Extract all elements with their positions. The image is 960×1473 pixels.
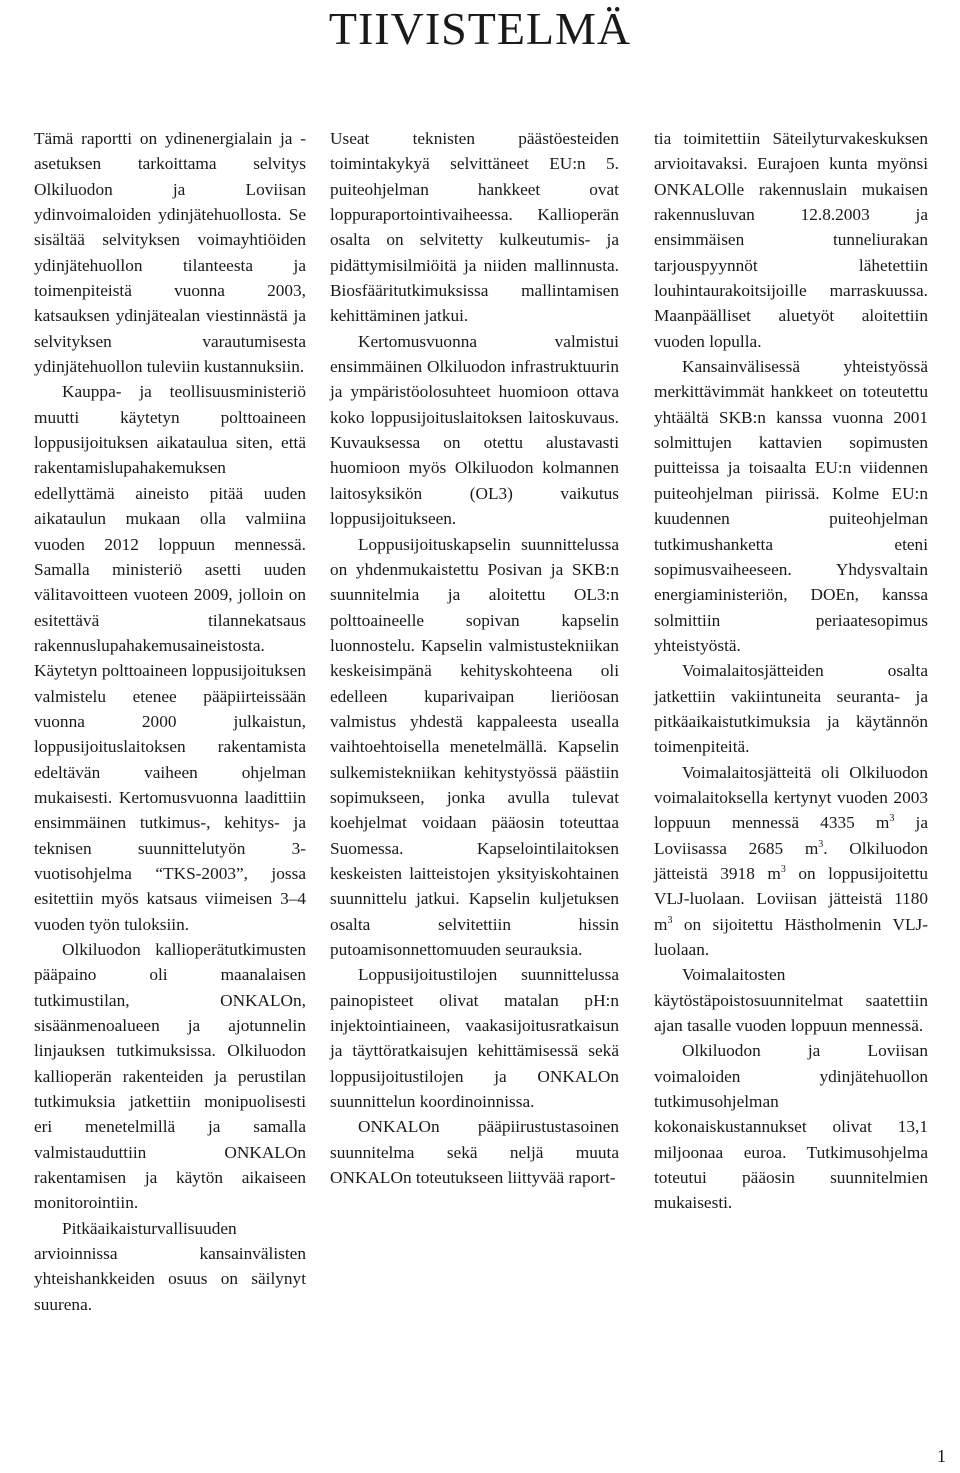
paragraph: Kansainvälisessä yhteistyössä merkittävimmät hankkeet on toteutettu yhtäältä SKB:n kanssa vuonna 2001 solmittujen kattavien sopimusten puitteissa ja toisaalta EU:n viidennen puiteohjelman piirissä. Kolme EU:n kuudennen puiteohjelman tutkimushanketta eteni sopimusvaiheeseen. Yhdysvaltain energiaministeriön, DOEn, kanssa solmittiin periaatesopimus yhteistyöstä. [654,357,928,655]
paragraph: Voimalaitosten käytöstäpoistosuunnitelmat saatettiin ajan tasalle vuoden loppuun mennessä. [654,965,928,1036]
paragraph: Pitkäaikaisturvallisuuden arvioinnissa kansainvälisten yhteishankkeiden osuus on säilynyt suurena. [34,1218,306,1314]
paragraph: tia toimitettiin Säteilyturvakeskuksen arvioitavaksi. Eurajoen kunta myönsi ONKALOlle rakennuslain mukaisen rakennusluvan 12.8.2003 ja ensimmäisen tunneliurakan tarjouspyynnöt lähetettiin louhintaurakoitsijoille marraskuussa. Maanpäälliset aluetyöt aloitettiin vuoden lopulla. [654,129,928,351]
paragraph: Olkiluodon ja Loviisan voimaloiden ydinjätehuollon tutkimusohjelman kokonaiskustannukset olivat 13,1 miljoonaa euroa. Tutkimusohjelma toteutui pääosin suunnitelmien mukaisesti. [654,1041,928,1213]
text-span: on loppusijoitettu VLJ-luolaan. Loviisan jätteistä 1180 m [654,863,928,934]
text-span: . Olkiluodon jätteistä 3918 m [654,838,928,883]
paragraph: Voimalaitosjätteiden osalta jatkettiin vakiintuneita seuranta- ja pitkäaikaistutkimuksia ja käytännön toimenpiteitä. [654,661,928,757]
text-column-3 [654,126,928,1216]
paragraph: Kertomusvuonna valmistui ensimmäinen Olkiluodon infrastruktuurin ja ympäristöolosuhteet huomioon ottava koko loppusijoituslaitoksen laitoskuvaus. Kuvauksessa on otettu alustavasti huomioon myös Olkiluodon kolmannen laitosyksikön (OL3) vaikutus loppusijoitukseen. [330,331,619,529]
paragraph: ONKALOn pääpiirustustasoinen suunnitelma sekä neljä muuta ONKALOn toteutukseen liittyvää raport- [330,1117,619,1188]
paragraph: Loppusijoituskapselin suunnittelussa on yhdenmukaistettu Posivan ja SKB:n suunnitelmia ja aloitettu OL3:n polttoaineelle sopivan kapselin luonnostelu. Kapselin valmistustekniikan keskeisimpänä kehityskohteena oli edelleen kuparivaipan lieriöosan valmistus yhdestä kappaleesta usealla vaihtoehtoisella menetelmällä. Kapselin sulkemistekniikan kehitystyössä päästiin sopimukseen, jonka avulla tulevat koehjelmat voidaan pääosin toteuttaa Suomessa. Kapselointilaitoksen keskeisten laitteistojen yksityiskohtainen suunnittelu jatkui. Kapselin kuljetuksen osalta selvitettiin hissin putoamisonnettomuuden seurauksia. [330,534,619,959]
paragraph: Olkiluodon kallioperätutkimusten pääpaino oli maanalaisen tutkimustilan, ONKALOn, sisäänmenoalueen ja ajotunnelin linjauksen tutkimuksissa. Olkiluodon kallioperän rakenteiden ja perustilan tutkimuksia jatkettiin monipuolisesti eri menetelmillä ja samalla valmistauduttiin ONKALOn rakentamisen ja käytön aikaiseen monitorointiin. [34,940,306,1213]
paragraph: Useat teknisten päästöesteiden toimintakykyä selvittäneet EU:n 5. puiteohjelman hankkeet ovat loppuraportointivaiheessa. Kallioperän osalta on selvitetty kulkeutumis- ja pidättymisilmiöitä ja niiden mallinnusta. Biosfääritutkimuksissa mallintamisen kehittäminen jatkui. [330,129,619,326]
paragraph: Kauppa- ja teollisuusministeriö muutti käytetyn polttoaineen loppusijoituksen aikataulua siten, että rakentamislupahakemuksen edellyttämä aineisto pitää uuden aikataulun mukaan olla valmiina vuoden 2012 loppuun mennessä. Samalla ministeriö asetti uuden välitavoitteen vuoteen 2009, jolloin on esitettävä tilannekatsaus rakennuslupahakemusaineistosta. Käytetyn polttoaineen loppusijoituksen valmistelu etenee pääpiirteissään vuonna 2000 julkaistun, loppusijoituslaitoksen rakentamista edeltävän vaiheen ohjelman mukaisesti. Kertomusvuonna laadittiin ensimmäinen tutkimus-, kehitys- ja teknisen suunnittelutyön 3-vuotisohjelma “TKS-2003”, jossa esitettiin myös katsaus viimeisen 3–4 vuoden työn tuloksiin. [34,382,306,934]
text-span: ja Loviisassa 2685 m [654,813,929,858]
text-span: Voimalaitosjätteitä oli Olkiluodon voimalaitoksella kertynyt vuoden 2003 loppuun mennessä 4335 m [654,762,928,833]
paragraph: Tämä raportti on ydinenergialain ja -asetuksen tarkoittama selvitys Olkiluodon ja Loviisan ydinvoimaloiden ydinjätehuollosta. Se sisältää selvityksen voimayhtiöiden ydinjätehuollon tilanteesta ja toimenpiteistä vuonna 2003, katsauksen ydinjätealan viestinnästä ja selvityksen varautumisesta ydinjätehuollon tuleviin kustannuksiin. [34,129,306,377]
text-column-1 [34,126,306,1317]
superscript: 3 [780,864,786,876]
page-number: 1 [937,1446,946,1466]
page-title: TIIVISTELMÄ [328,3,632,54]
text-span: on sijoitettu Hästholmenin VLJ-luolaan. [654,914,928,959]
text-column-2 [330,126,619,1190]
superscript: 3 [818,838,824,850]
paragraph-waste-volumes [654,760,928,963]
superscript: 3 [889,813,895,825]
superscript: 3 [667,914,673,926]
paragraph: Loppusijoitustilojen suunnittelussa painopisteet olivat matalan pH:n injektointiaineen, vaakasijoitusratkaisun ja täyttöratkaisujen kehittämisessä sekä loppusijoitustilojen ja ONKALOn suunnittelun koordinoinnissa. [330,965,619,1112]
